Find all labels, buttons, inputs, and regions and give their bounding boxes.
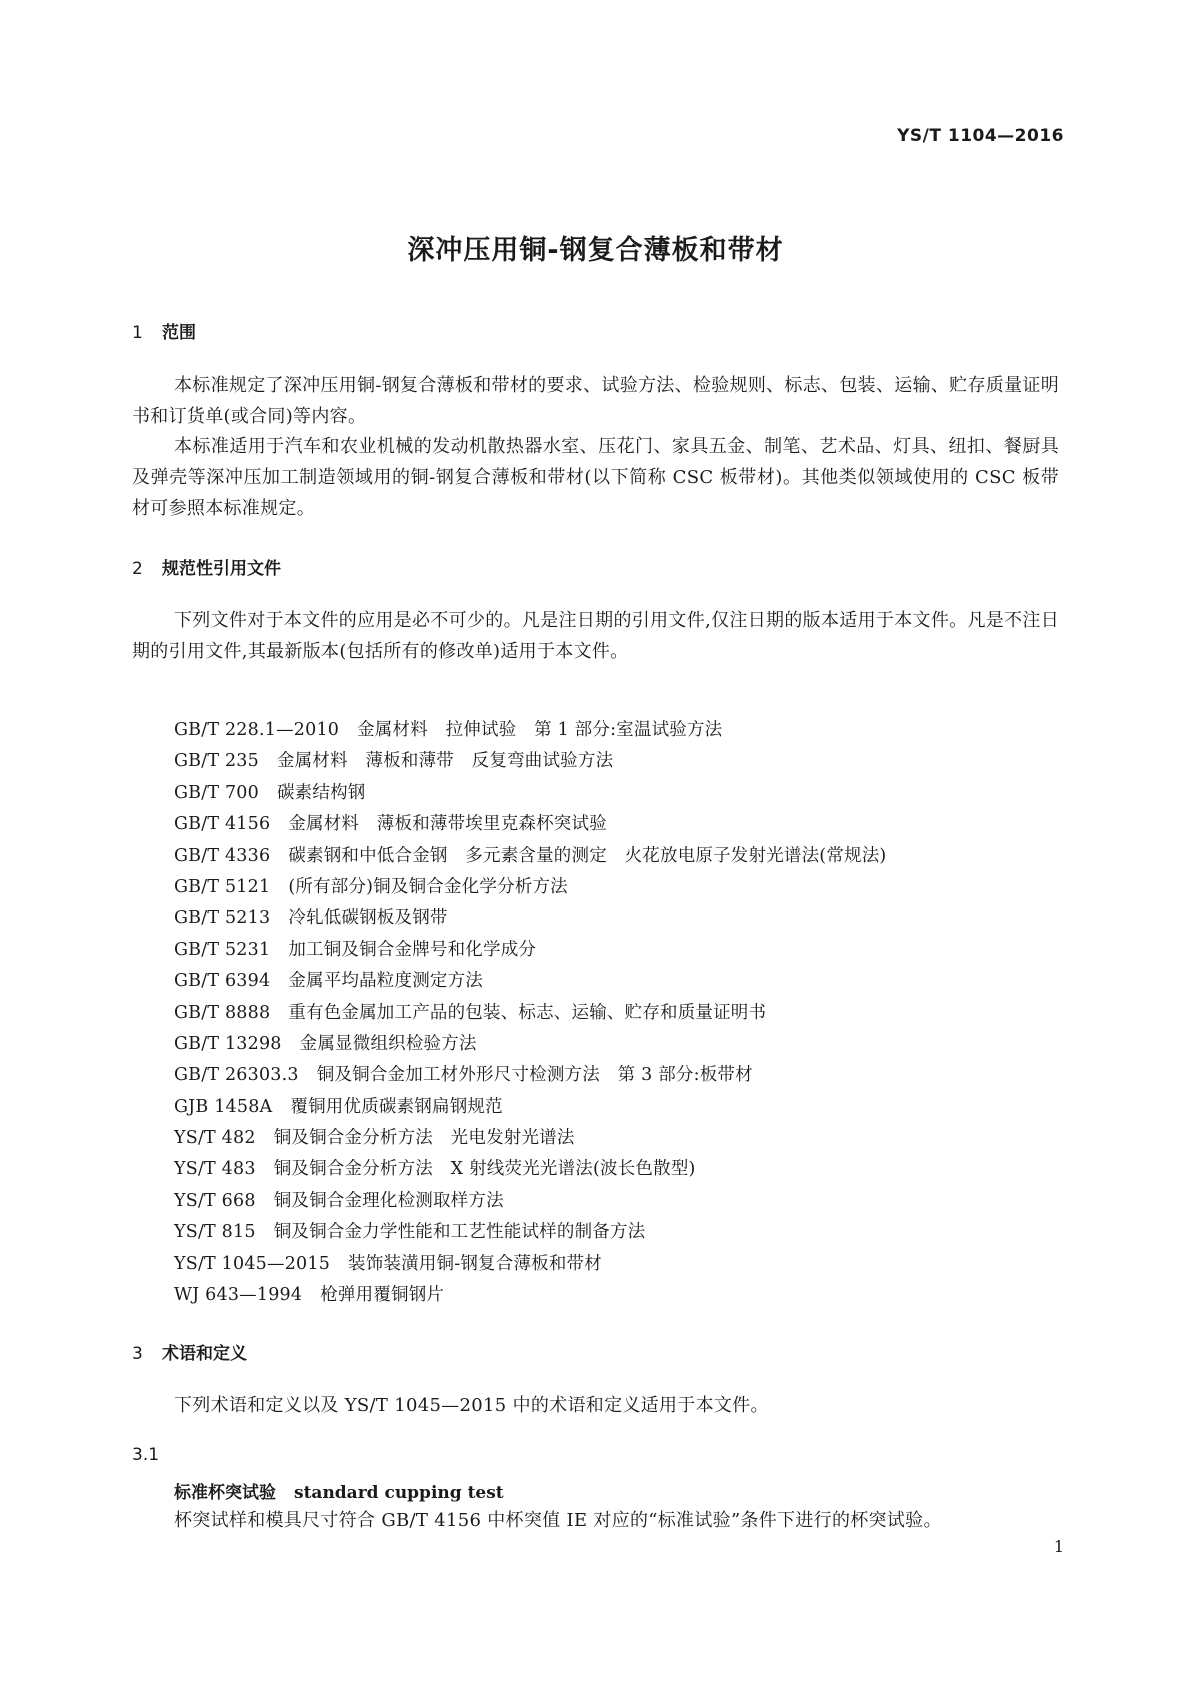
- refs-intro-paragraph: 下列文件对于本文件的应用是必不可少的。凡是注日期的引用文件,仅注日期的版本适用于本文件。凡是不注日期的引用文件,其最新版本(包括所有的修改单)适用于本文件。: [132, 610, 1059, 662]
- clause-number: 3.1: [132, 1445, 160, 1465]
- reference-item: GB/T 5213 冷轧低碳钢板及钢带: [174, 908, 448, 929]
- section-2-heading: [132, 554, 281, 579]
- reference-item: GB/T 5121 (所有部分)铜及铜合金化学分析方法: [174, 876, 568, 897]
- term-english: standard cupping test: [294, 1483, 504, 1503]
- section-2-number: 2: [132, 559, 143, 579]
- document-title: 深冲压用铜-钢复合薄板和带材: [407, 235, 784, 266]
- reference-item: GJB 1458A 覆铜用优质碳素钢扁钢规范: [174, 1096, 503, 1117]
- term-chinese: 标准杯突试验: [174, 1483, 276, 1503]
- section-1-title: 范围: [162, 323, 196, 343]
- reference-item: GB/T 228.1—2010 金属材料 拉伸试验 第 1 部分:室温试验方法: [174, 720, 723, 740]
- reference-list: [174, 716, 1054, 1312]
- scope-paragraph-1: 本标准规定了深冲压用铜-钢复合薄板和带材的要求、试验方法、检验规则、标志、包装、运输、贮存质量证明书和订货单(或合同)等内容。: [132, 375, 1059, 427]
- reference-item: GB/T 4156 金属材料 薄板和薄带埃里克森杯突试验: [174, 814, 607, 835]
- section-1-number: 1: [132, 323, 143, 343]
- reference-item: GB/T 13298 金属显微组织检验方法: [174, 1033, 477, 1054]
- page-number: 1: [1053, 1537, 1064, 1556]
- reference-item: GB/T 6394 金属平均晶粒度测定方法: [174, 971, 484, 992]
- reference-item: YS/T 483 铜及铜合金分析方法 X 射线荧光光谱法(波长色散型): [174, 1159, 696, 1180]
- section-1-heading: [132, 318, 196, 343]
- reference-item: GB/T 5231 加工铜及铜合金牌号和化学成分: [174, 939, 537, 960]
- reference-item: YS/T 815 铜及铜合金力学性能和工艺性能试样的制备方法: [174, 1222, 646, 1243]
- reference-item: YS/T 668 铜及铜合金理化检测取样方法: [174, 1190, 504, 1211]
- term-definition: 杯突试样和模具尺寸符合 GB/T 4156 中杯突值 IE 对应的“标准试验”条件下进行的杯突试验。: [174, 1510, 942, 1531]
- reference-item: GB/T 4336 碳素钢和中低合金钢 多元素含量的测定 火花放电原子发射光谱法(常规法): [174, 845, 887, 866]
- term-entry: [174, 1478, 504, 1503]
- section-3-heading: [132, 1339, 247, 1364]
- section-3-number: 3: [132, 1344, 143, 1364]
- standard-code: YS/T 1104—2016: [897, 126, 1064, 146]
- reference-item: YS/T 1045—2015 装饰装潢用铜-钢复合薄板和带材: [174, 1253, 602, 1274]
- reference-item: GB/T 235 金属材料 薄板和薄带 反复弯曲试验方法: [174, 751, 614, 772]
- scope-paragraph-2: 本标准适用于汽车和农业机械的发动机散热器水室、压花门、家具五金、制笔、艺术品、灯具、纽扣、餐厨具及弹壳等深冲压加工制造领域用的铜-钢复合薄板和带材(以下简称 CSC 板带材)。其他类似领域使用的 CSC 板带材可参照本标准规定。: [132, 436, 1059, 519]
- section-3-title: 术语和定义: [162, 1344, 247, 1364]
- reference-item: GB/T 26303.3 铜及铜合金加工材外形尺寸检测方法 第 3 部分:板带材: [174, 1065, 753, 1086]
- reference-item: YS/T 482 铜及铜合金分析方法 光电发射光谱法: [174, 1128, 575, 1149]
- reference-item: GB/T 700 碳素结构钢: [174, 782, 366, 803]
- reference-item: WJ 643—1994 枪弹用覆铜钢片: [174, 1285, 445, 1306]
- reference-item: GB/T 8888 重有色金属加工产品的包装、标志、运输、贮存和质量证明书: [174, 1002, 767, 1023]
- section-2-title: 规范性引用文件: [162, 559, 281, 579]
- terms-intro-paragraph: 下列术语和定义以及 YS/T 1045—2015 中的术语和定义适用于本文件。: [174, 1395, 769, 1416]
